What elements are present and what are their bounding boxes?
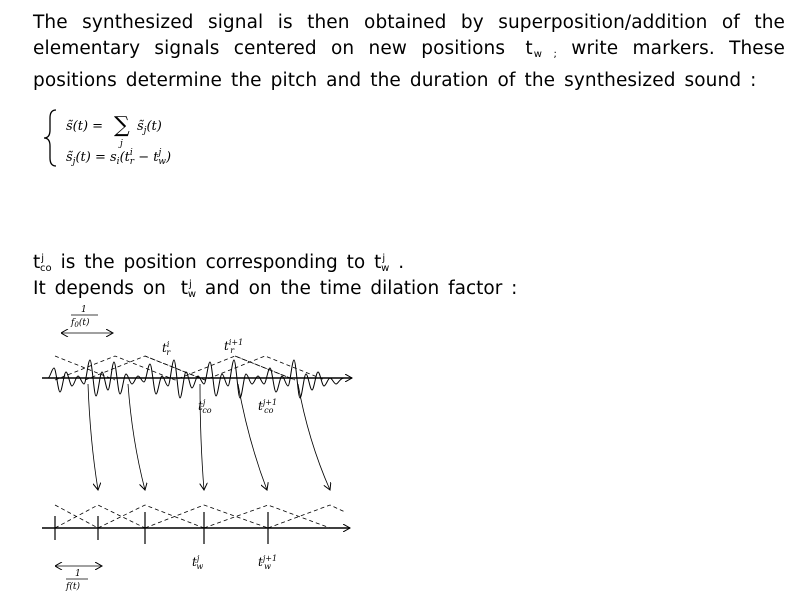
intro-paragraph — [33, 10, 785, 94]
label-tcoj: $t^j$ co — [198, 398, 212, 415]
tco-symbol: $t^j_{co}$ — [33, 252, 52, 274]
label-tri1: $t^{i+1}$ r — [224, 338, 244, 355]
label-tcoj1: $t^{j+1}$ co — [258, 398, 278, 415]
equation-1-lhs: s̃(t) = — [66, 119, 104, 134]
svg-text:1: 1 — [75, 569, 81, 579]
intro-text-part2: write markers. These positions determine the pitch and the duration of the synthesized sound : — [33, 38, 786, 91]
svg-text:f(t): f(t) — [66, 582, 80, 592]
tw-symbol-3: $t^j_w$ — [180, 278, 196, 300]
psola-diagram — [0, 298, 400, 602]
tw-symbol: $t_{w ;}$ — [525, 38, 557, 60]
label-tri: $t^i$ r — [162, 340, 171, 357]
svg-text:1: 1 — [81, 305, 87, 315]
tco-definition-end: . — [398, 252, 405, 273]
tw-symbol-2: $t^j_w$ — [374, 252, 390, 274]
period-label-bottom — [56, 566, 102, 592]
equation-1-rhs: $s̃_j(t)$ — [137, 119, 162, 136]
intro-text-part1: The synthesized signal is then obtained by superposition/addition of the elementary signals centered on new positions — [33, 12, 785, 59]
label-twj: $t^j$ w — [192, 554, 204, 571]
equation-block — [44, 104, 244, 174]
sum-index: j — [120, 139, 123, 149]
mapping-arrows — [88, 384, 330, 490]
equation-2: $s̃_j(t) = s_i(t^i$ $r - t^j$ w) — [66, 148, 172, 167]
dependency-text-part2: and on the time dilation factor : — [204, 278, 518, 299]
period-label-top — [62, 305, 113, 333]
tco-definition-text: is the position corresponding to — [60, 252, 366, 273]
svg-text:f0(t): $f_0(t)$ — [71, 318, 90, 329]
label-twj1: $t^{j+1}$ w — [258, 554, 278, 571]
dependency-text-part1: It depends on — [33, 278, 166, 299]
equation-brace — [44, 110, 56, 166]
sum-symbol: ∑ — [114, 113, 130, 138]
